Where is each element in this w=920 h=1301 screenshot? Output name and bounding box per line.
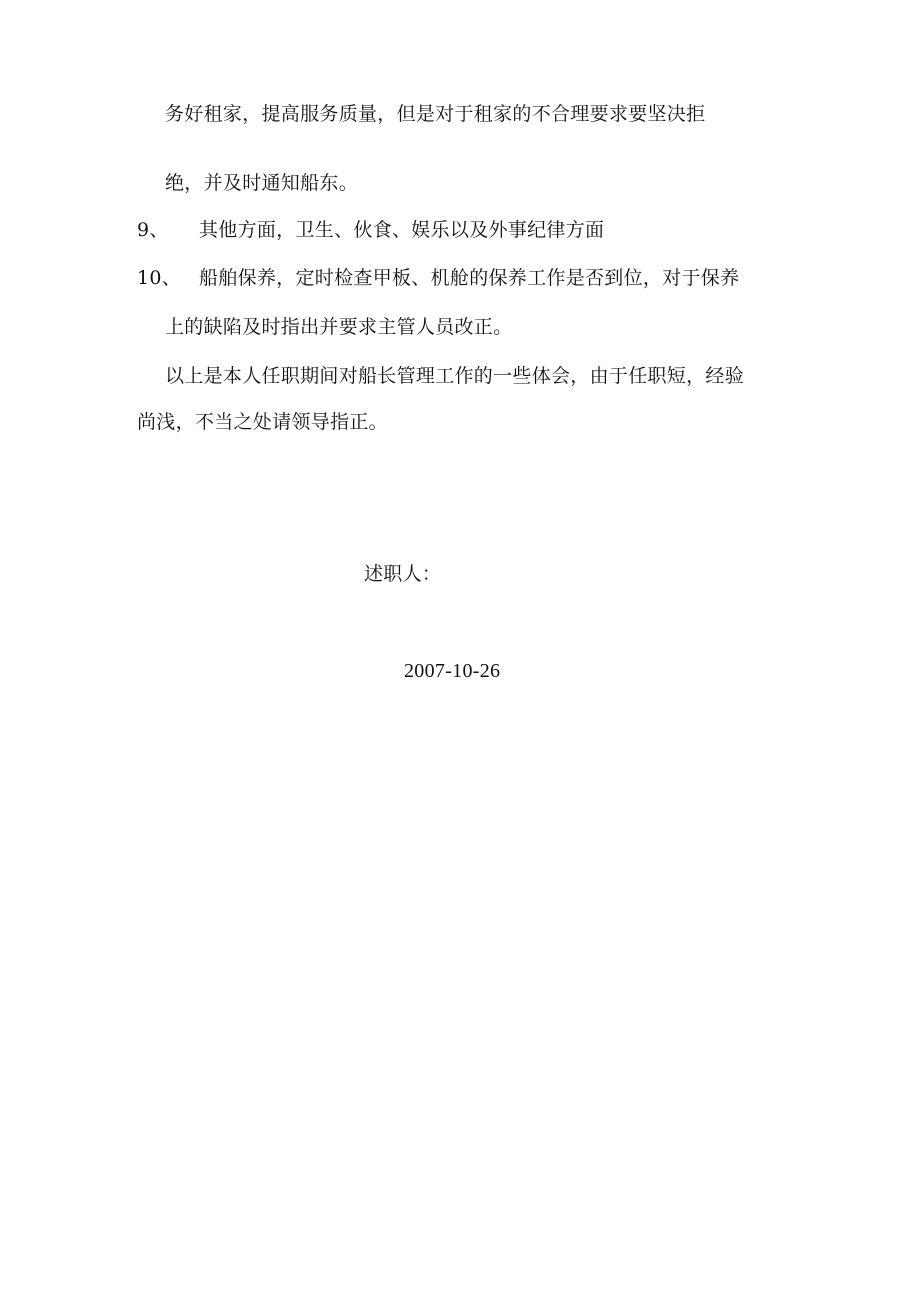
list-item-text: 船舶保养，定时检查甲板、机舱的保养工作是否到位，对于保养 [199, 267, 740, 289]
list-number: 9、 [137, 219, 169, 241]
signature-label: 述职人： [364, 563, 442, 585]
closing-paragraph-line: 尚浅，不当之处请领导指正。 [137, 411, 388, 433]
list-item-continuation: 上的缺陷及时指出并要求主管人员改正。 [165, 316, 513, 338]
list-item-10 [137, 266, 739, 290]
list-number: 10、 [137, 267, 182, 289]
list-item-9 [137, 218, 604, 242]
closing-paragraph-line: 以上是本人任职期间对船长管理工作的一些体会，由于任职短，经验 [165, 365, 745, 387]
paragraph-line: 绝，并及时通知船东。 [165, 172, 359, 194]
paragraph-line: 务好租家，提高服务质量，但是对于租家的不合理要求要坚决拒 [165, 103, 706, 125]
document-date: 2007-10-26 [404, 660, 501, 682]
list-item-text: 其他方面，卫生、伙食、娱乐以及外事纪律方面 [199, 219, 605, 241]
